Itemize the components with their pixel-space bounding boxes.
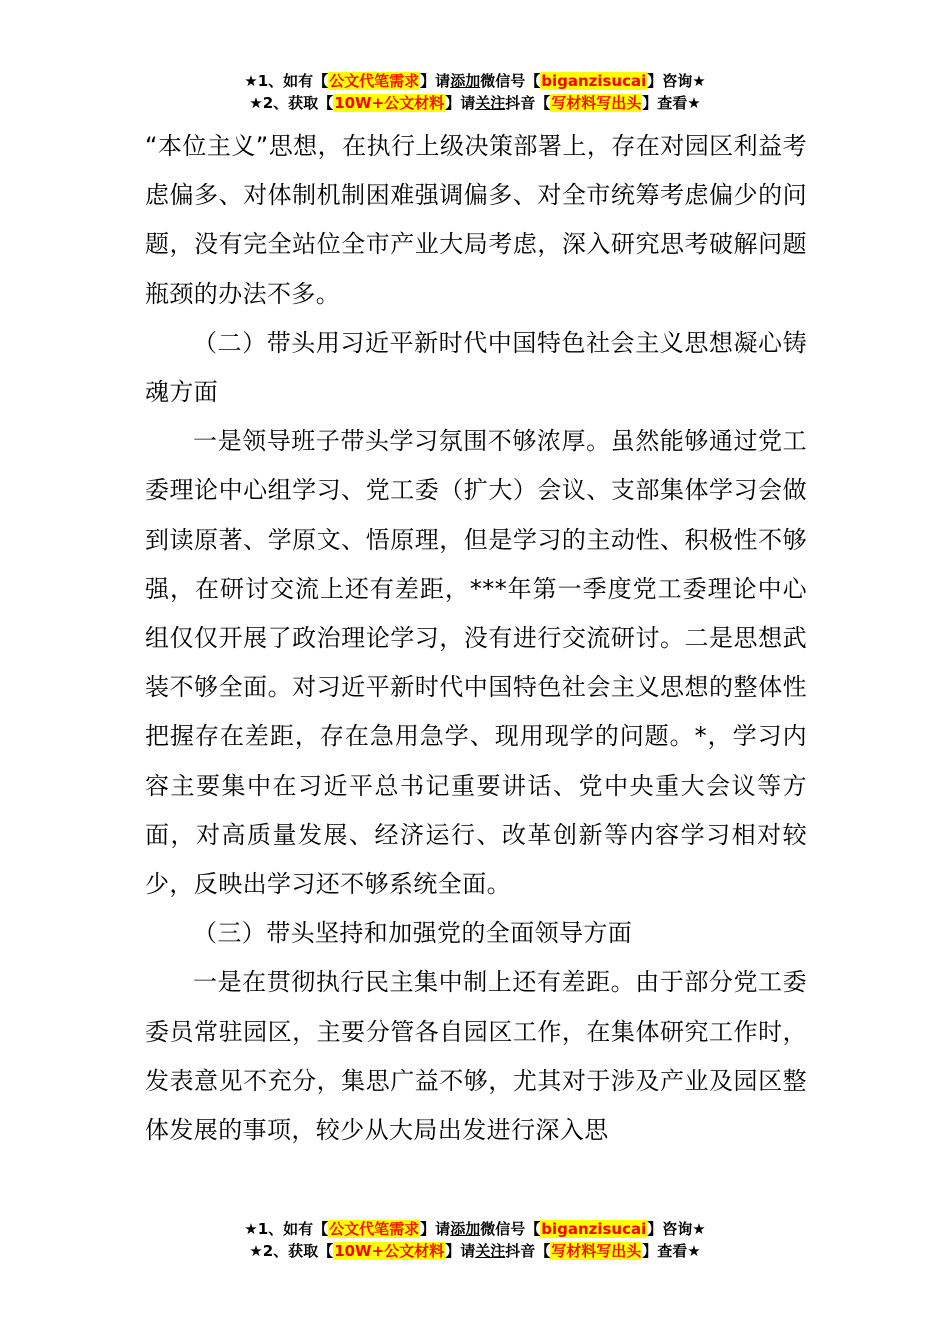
paragraph: 一是领导班子带头学习氛围不够浓厚。虽然能够通过党工委理论中心组学习、党工委（扩大）会议、支部集体学习会做到读原著、学原文、悟原理，但是学习的主动性、积极性不够强，在研讨交流上还有差距，***年第一季度党工委理论中心组仅仅开展了政治理论学习，没有进行交流研讨。二是思想武装不够全面。对习近平新时代中国特色社会主义思想的整体性把握存在差距，存在急用急学、现用现学的问题。*，学习内容主要集中在习近平总书记重要讲话、党中央重大会议等方面，对高质量发展、经济运行、改革创新等内容学习相对较少，反映出学习还不够系统全面。 [145,427,807,899]
banner-text: ★2、获取【 [249,94,334,112]
banner-text: 】请 [445,94,476,112]
banner-text: 微信号【 [480,72,541,90]
document-body [145,122,807,1155]
banner-highlight: 写材料写出头 [551,1242,642,1260]
banner-highlight: 10W+公文材料 [334,1242,445,1260]
banner-text: ★2、获取【 [249,1242,334,1260]
banner-text: ★1、如有【 [244,72,329,90]
banner-highlight: 公文代笔需求 [329,1220,420,1238]
banner-underline: 添加 [450,72,481,90]
banner-text: 微信号【 [480,1220,541,1238]
banner-line-2 [0,92,950,114]
banner-highlight: 写材料写出头 [551,94,642,112]
banner-text: 】请 [420,72,451,90]
banner-text: 】咨询★ [647,1220,706,1238]
banner-text: 】咨询★ [647,72,706,90]
banner-underline: 关注 [475,1242,506,1260]
banner-text: 】请 [420,1220,451,1238]
banner-line-2 [0,1240,950,1262]
banner-underline: 添加 [450,1220,481,1238]
banner-highlight: 10W+公文材料 [334,94,445,112]
section-heading: （三）带头坚持和加强党的全面领导方面 [193,919,633,948]
banner-highlight: biganzisucai [541,72,647,90]
paragraph: “本位主义”思想，在执行上级决策部署上，存在对园区利益考虑偏多、对体制机制困难强调偏多、对全市统筹考虑偏少的问题，没有完全站位全市产业大局考虑，深入研究思考破解问题瓶颈的办法不多。 [145,132,807,308]
banner-line-1 [0,1218,950,1240]
banner-text: 】查看★ [642,1242,701,1260]
banner-line-1 [0,70,950,92]
section-heading: （二）带头用习近平新时代中国特色社会主义思想凝心铸魂方面 [145,328,807,407]
footer-banner [0,1218,950,1262]
banner-highlight: 公文代笔需求 [329,72,420,90]
banner-highlight: biganzisucai [541,1220,647,1238]
banner-text: 抖音【 [505,1242,551,1260]
paragraph: 一是在贯彻执行民主集中制上还有差距。由于部分党工委委员常驻园区，主要分管各自园区工作，在集体研究工作时，发表意见不充分，集思广益不够，尤其对于涉及产业及园区整体发展的事项，较少从大局出发进行深入思 [145,968,807,1145]
banner-text: 】查看★ [642,94,701,112]
banner-underline: 关注 [475,94,506,112]
header-banner [0,70,950,114]
banner-text: 抖音【 [505,94,551,112]
banner-text: 】请 [445,1242,476,1260]
banner-text: ★1、如有【 [244,1220,329,1238]
